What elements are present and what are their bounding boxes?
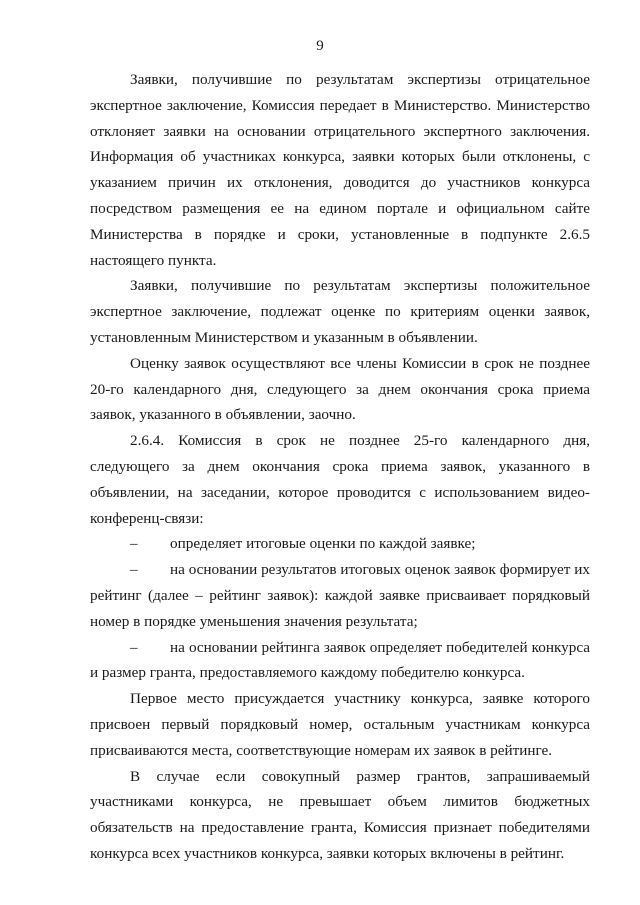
list-dash: – [130, 535, 138, 553]
paragraph-positive-conclusion: Заявки, получившие по результатам экспертизы положительное экспертное заключение, подлежат оценке по критериям оценки заявок, установленным Министерством и указанным в объявлении. [90, 277, 590, 346]
paragraph-all-winners: В случае если совокупный размер грантов, запрашиваемый участниками конкурса, не превышает объем лимитов бюджетных обязательств на предоставление гранта, Комиссия признает победителями конкурса всех участников конкурса, заявки которых включены в рейтинг. [90, 767, 590, 862]
paragraph-commission-meeting: 2.6.4. Комиссия в срок не позднее 25-го календарного дня, следующего за днем окончания срока приема заявок, указанного в объявлении, на заседании, которое проводится с использованием видео-конференц-связи: [90, 432, 590, 527]
list-item [90, 557, 590, 634]
paragraph-rejected-applications: Заявки, получившие по результатам экспертизы отрицательное экспертное заключение, Комиссия передает в Министерство. Министерство отклоняет заявки на основании отрицательного экспертного заключения. Информация об участниках конкурса, заявки которых были отклонены, с указанием причин их отклонения, доводится до участников конкурса посредством размещения ее на едином портале и официальном сайте Министерства в порядке и сроки, установленные в подпункте 2.6.5 настоящего пункта. [90, 71, 590, 269]
list-item [90, 635, 590, 687]
paragraph-evaluation-deadline: Оценку заявок осуществляют все члены Комиссии в срок не позднее 20-го календарного дня, следующего за днем окончания срока приема заявок, указанного в объявлении, заочно. [90, 354, 590, 424]
list-item [90, 531, 590, 557]
list-item-text: на основании рейтинга заявок определяет победителей конкурса и размер гранта, предоставляемого каждому победителю конкурса. [90, 638, 590, 682]
paragraph-first-place: Первое место присуждается участнику конкурса, заявке которого присвоен первый порядковый номер, остальным участникам конкурса присваиваются места, соответствующие номерам их заявок в рейтинге. [90, 690, 590, 759]
list-dash: – [130, 561, 138, 579]
list-dash: – [130, 638, 138, 656]
page-number: 9 [316, 38, 324, 54]
document-body [90, 67, 590, 867]
list-item-text: определяет итоговые оценки по каждой заявке; [170, 535, 476, 553]
list-item-text: на основании результатов итоговых оценок заявок формирует их рейтинг (далее – рейтинг заявок): каждой заявке присваивает порядковый номер в порядке уменьшения значения результата; [90, 561, 590, 630]
